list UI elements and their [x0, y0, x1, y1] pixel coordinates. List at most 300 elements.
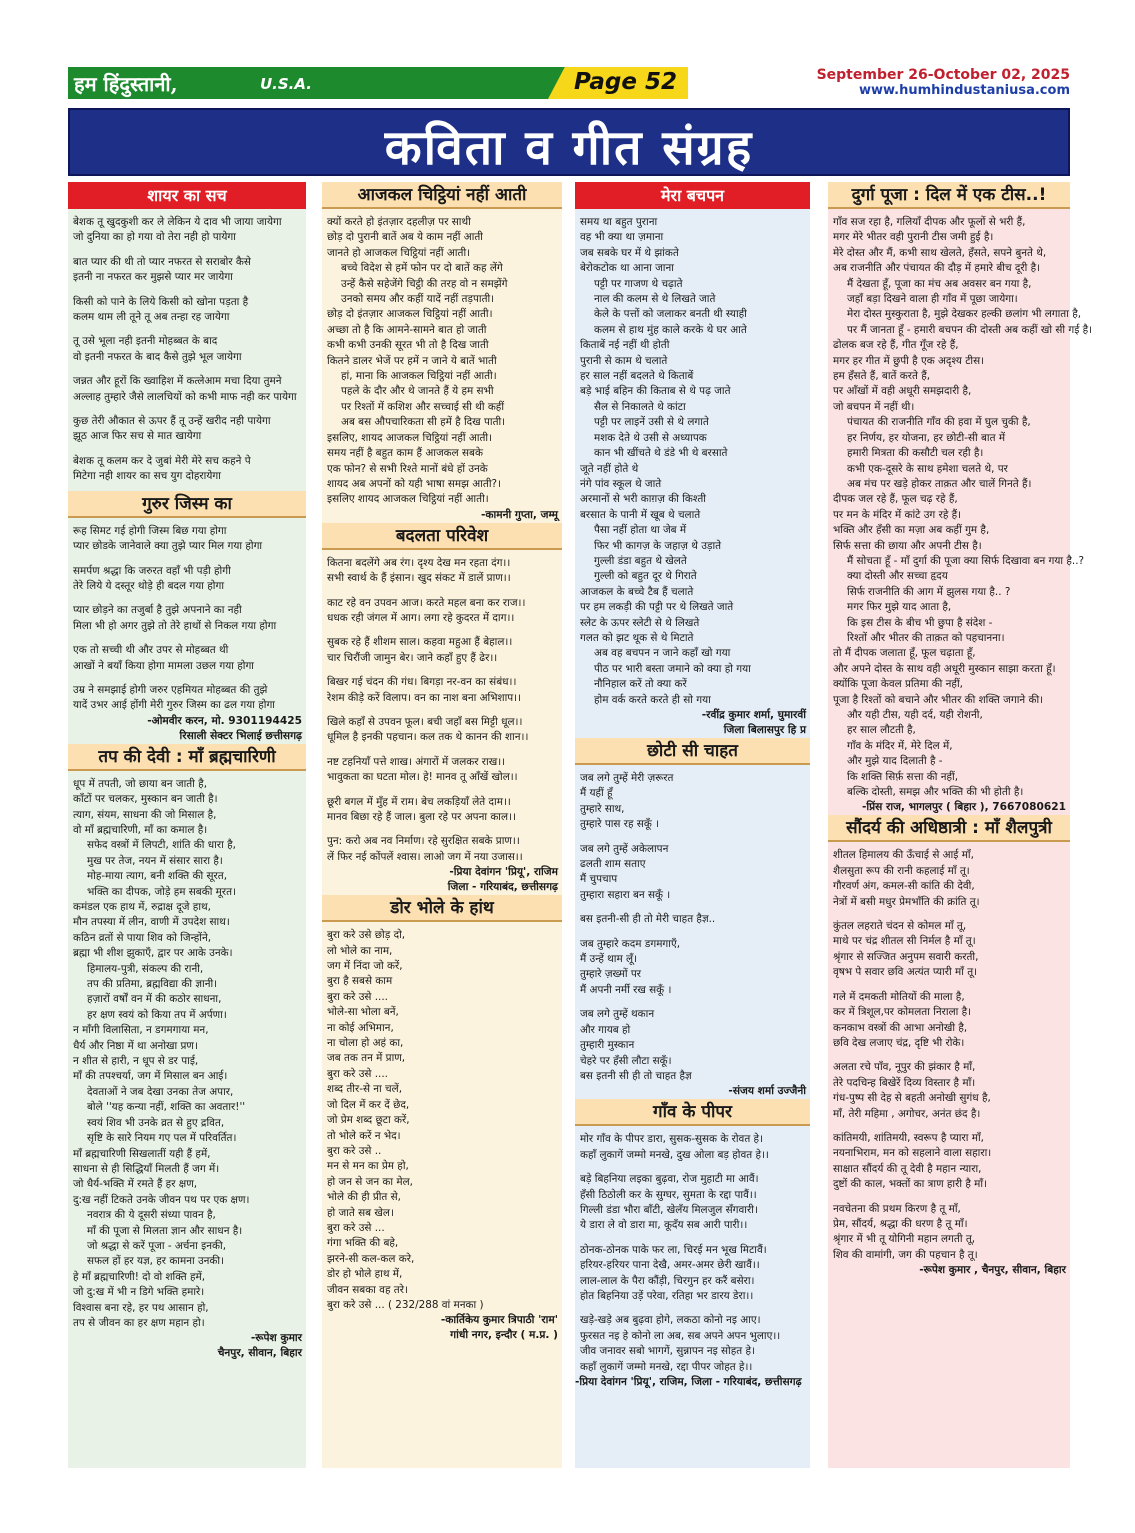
- poem-line: सफल हों हर यज्ञ, हर कामना उनकी।: [87, 1255, 225, 1268]
- poem-line: फुरसत नइ हे कोनो ला अब, सब अपने अपन भुलाए।।: [580, 1329, 781, 1342]
- poem-line: मिला भी हो अगर तुझे तो तेरे हाथों से निकल गया होगा: [73, 619, 277, 632]
- section-title: कविता व गीत संग्रह: [384, 120, 754, 176]
- poem-credit: -ओमवीर करन, मो. 9301194425: [147, 714, 302, 727]
- poem-line: देवताओं ने जब देखा उनका तेज अपार,: [87, 1085, 234, 1098]
- stanza-gap: [73, 674, 301, 683]
- poem-line: शीतल हिमालय की ऊँचाई से आई माँ,: [833, 849, 974, 862]
- poem-line: मैं देखता हूँ, पूजा का मंच अब अवसर बन गया है,: [847, 277, 1032, 290]
- poem-line: पुन: करो अब नव निर्माण। रहे सुरक्षित सबके प्राण।।: [327, 835, 520, 848]
- poem-line: सुबक रहे हैं शीशम साल। कहवा महुआ हैं बेहाल।।: [327, 636, 513, 649]
- poem-line: क्या दोस्ती और सच्चा हृदय: [847, 570, 948, 583]
- poem-line: भक्ति और हँसी का मज़ा अब कहीं गुम है,: [833, 524, 990, 537]
- issue-date: September 26-October 02, 2025: [816, 67, 1070, 83]
- stanza-gap: [327, 786, 557, 795]
- poem-line: मेरा दोस्त मुस्कुराता है, मुझे देखकर हल्की छलांग भी लगाता है,: [847, 308, 1082, 321]
- poem-line: लाल-लाल के पैरा कौंड़ी, चिरगुन हर करैं बसेरा।: [580, 1274, 755, 1287]
- poem-line: जो प्रेम शब्द छूटा करें,: [327, 1114, 410, 1127]
- poem-line: और यही टीस, यही दर्द, यही रोशनी,: [847, 709, 983, 721]
- poem-line: बिखर गई चंदन की गंध। बिगड़ा नर-वन का संबंध।।: [327, 676, 517, 689]
- poem-line: भावुकता का घटता मोल। हे! मानव तू आँखें खोल।।: [327, 771, 518, 784]
- poem-line: जन्नत और हूरों कि ख्वाहिश में कत्लेआम मचा दिया तुमने: [73, 375, 282, 388]
- stanza-gap: [73, 634, 301, 643]
- poem-line: यादें उभर आई होंगी मेरी गुरुर जिस्म का ढल गया होगा: [73, 699, 275, 712]
- poem-line: श्रृंगार में भी तू योगिनी महान लगती तू,: [833, 1233, 976, 1246]
- stanza-gap: [73, 555, 301, 564]
- poem-line: जानते हो आजकल चिट्ठियां नहीं आती।: [327, 246, 471, 259]
- poem-line: माँ की तपश्चर्या, जग में मिसाल बन आई।: [73, 1070, 228, 1083]
- poem-line: बुरा करे उसे ....: [327, 1067, 388, 1080]
- poem-line: पंचायत की राजनीति गाँव की हवा में घुल चुकी है,: [847, 416, 1031, 429]
- poem-line: छूरी बगल में मुँह में राम। बेच लकड़ियाँ लेते दाम।।: [327, 795, 511, 808]
- column-2: [322, 182, 562, 1468]
- poem-line: नौनिहाल करें तो क्या करें: [594, 678, 687, 691]
- poem-line: हे माँ ब्रह्मचारिणी! दो वो शक्ति हमें,: [73, 1270, 206, 1283]
- poem-line: अल्लाह तुम्हारे जैसे लालचियों को कभी माफ नही कर पायेगा: [73, 390, 297, 403]
- poem-line: कितना बदलेंगे अब रंग। दृश्य देख मन रहता दंग।।: [327, 556, 511, 569]
- stanza-gap: [73, 325, 301, 334]
- poem-line: वो माँ ब्रह्मचारिणी, माँ का कमाल है।: [73, 823, 208, 836]
- poem-line: कठिन व्रतों से पाया शिव को जिन्होंने,: [73, 931, 212, 944]
- poem-line: जो श्रद्धा से करें पूजा - अर्चना इनकी,: [87, 1239, 227, 1252]
- poem-line: माँ ब्रह्मचारिणी सिखलातीं यही हैं हमें,: [73, 1147, 211, 1160]
- poem-line: मशक देते थे उसी से अध्यापक: [594, 431, 707, 444]
- poem-title: दुर्गा पूजा : दिल में एक टीस..!: [828, 182, 1070, 209]
- poem-line: समय नहीं है बहुत काम हैं आजकल सबके: [327, 447, 483, 460]
- poem-line: फिर भी कागज़ के जहाज़ थे उड़ाते: [594, 539, 722, 552]
- poem-line: समर्पण श्रद्धा कि जरुरत वहाँ भी पड़ी होगी: [73, 564, 231, 577]
- poem-credit: -रूपेश कुमार , चैनपुर, सीवान, बिहार: [919, 1264, 1066, 1277]
- poem-line: बात प्यार की थी तो प्यार नफरत से सराबोर कैसे: [73, 255, 251, 268]
- poem-line: अब वह बचपन न जाने कहाँ खो गया: [594, 647, 731, 660]
- poem-title: डोर भोले के हांथ: [322, 895, 562, 922]
- poem-line: बेशक तू कलम कर दे जुबां मेरी मेरे सच कहने पे: [73, 454, 251, 467]
- poem-line: हँसी ठिठोली कर के सुग्घर, सुमता के रद्दा पावैं।।: [580, 1188, 757, 1201]
- poem-line: दीपक जल रहे हैं, फूल चढ़ रहे हैं,: [833, 493, 958, 506]
- poem-line: माँ, तेरी महिमा , अगोचर, अनंत छंद है।: [833, 1107, 981, 1120]
- poem-line: जीव जनावर सबो भागगें, सुन्नापन नइ सोहत हे।: [580, 1345, 755, 1358]
- poem-body: [322, 928, 562, 1313]
- poem-credit: -रवींद्र कुमार शर्मा, घुमारवीं: [701, 709, 806, 721]
- poem-line: छोड़ दो पुरानी बातें अब ये काम नहीं आती: [327, 231, 484, 244]
- poem-line: कुंतल लहराते चंदन से कोमल माँ तू,: [833, 920, 967, 933]
- poem-line: किताबें नई नहीं थी होती: [580, 339, 670, 352]
- poem-line: पर मन के मंदिर में कांटे उग रहे हैं।: [833, 508, 962, 521]
- poem-line: मिटेगा नही शायर का सच युग दोहरायेगा: [73, 470, 221, 483]
- poem-line: कलम से हाथ मुंह काले करके थे घर आते: [594, 323, 747, 336]
- poem-line: वृषभ पे सवार छवि अत्यंत प्यारी माँ तू।: [833, 966, 978, 979]
- poem-credit-place: रिसाली सेक्टर भिलाई छत्तीसगढ़: [179, 729, 302, 742]
- poem-line: आखों ने बयाँ किया होगा मामला उछल गया होगा: [73, 659, 254, 672]
- stanza-gap: [833, 1051, 1065, 1060]
- poem-line: पूजा है रिश्तों को बचाने और भीतर की शक्ति जगाने की।: [833, 693, 1044, 706]
- poem-line: हर साल नहीं बदलते थे किताबें: [580, 370, 694, 383]
- poem-line: तू उसे भूला नही इतनी मोहब्बत के बाद: [73, 335, 218, 348]
- poem-line: इसलिए शायद आजकल चिट्ठियां नहीं आती।: [327, 493, 489, 506]
- poem-line: ना कोई अभिमान,: [327, 1021, 394, 1034]
- poem-line: कि शक्ति सिर्फ़ सत्ता की नहीं,: [847, 770, 959, 783]
- brand-bar: [68, 67, 568, 99]
- poem-line: किसी को पाने के लिये किसी को खोना पड़ता है: [73, 295, 249, 308]
- poem-line: बेशक तू खुदकुशी कर ले लेकिन ये दाव भी जाया जायेगा: [73, 216, 282, 228]
- poem-line: कितने डालर भेजें पर हमें न जाने ये बातें भाती: [327, 354, 497, 367]
- poem-line: लें फिर नई कोंपलें श्वास। लाओ जग में नया उजास।।: [327, 850, 523, 863]
- poem-line: गाँव के मंदिर में, मेरे दिल में,: [847, 739, 953, 752]
- poem-line: हो जाते सब खेल।: [327, 1206, 394, 1219]
- brand-usa: U.S.A.: [260, 75, 312, 93]
- poem-line: हम हँसते हैं, बातें करते हैं,: [833, 370, 931, 383]
- poem-line: गिल्ली डंडा भौरा बाँटी, खेलँय मिलजुल सँगवारी।: [580, 1203, 758, 1216]
- poem-line: ये डारा ले वो डारा मा, कूदँय सब आरी पारी।।: [580, 1219, 748, 1232]
- poem-line: सैल से निकालते थे कांटा: [594, 400, 686, 413]
- poem-line: मगर मेरे भीतर वही पुरानी टीस जमी हुई है।: [833, 231, 994, 244]
- poem-line: मैं यहीं हूँ: [580, 787, 613, 800]
- poem-title: गाँव के पीपर: [575, 1099, 810, 1126]
- poem-line: बुरा करे उसे ....: [327, 990, 388, 1003]
- poem-body: [575, 1132, 810, 1375]
- poem-line: अब मंच पर खड़े होकर ताक़त और चालें गिनते हैं।: [847, 477, 1032, 490]
- poem-line: बुरा है सबसे काम: [327, 975, 393, 988]
- stanza-gap: [580, 928, 805, 937]
- poem-line: कहाँ लुकागें जम्मो मनखे, दुख ओला बड़ होवत हे।।: [580, 1148, 769, 1161]
- poem-line: मैं अपनी नर्मी रख सकूँ ।: [580, 983, 672, 996]
- poem-line: होत बिहनिया उड़ें परेवा, रतिहा भर डारय डेरा।।: [580, 1289, 754, 1302]
- poem-line: सभी स्वार्थ के हैं इंसान। खुद संकट में डालें प्राण।।: [327, 572, 511, 585]
- column-3: [575, 182, 810, 1468]
- poem-line: जो दुनिया का हो गया वो तेरा नही हो पायेगा: [73, 231, 236, 244]
- poem-line: गौरवर्ण अंग, कमल-सी कांति की देवी,: [833, 880, 975, 893]
- poem-line: सिर्फ सत्ता की छाया और अपनी टीस है।: [833, 539, 982, 552]
- poem-line: भोले-सा भोला बनें,: [327, 1006, 399, 1019]
- poem-line: एक फोन? से सभी रिश्ते मानों बंधे हों उनके: [327, 462, 488, 475]
- poem-line: जब तक तन में प्राण,: [327, 1052, 406, 1065]
- poem-line: एक तो सच्ची थी और उपर से मोहब्बत थी: [73, 644, 229, 657]
- poem-line: बुरा करे उसे ... ( 232/288 वां मनका ): [327, 1298, 484, 1311]
- poem-line: ना चोला हो अहं का,: [327, 1037, 404, 1050]
- poem-line: रूह सिमट गई होगी जिस्म बिछ गया होगा: [73, 524, 227, 537]
- poem-line: मैं सोचता हूँ - माँ दुर्गा की पूजा क्या सिर्फ दिखावा बन गया है..?: [847, 554, 1085, 567]
- column-4: [828, 182, 1093, 1468]
- poem-line: पुरानी से काम थे चलाते: [580, 354, 668, 367]
- poem-line: धधक रही जंगल में आग। लगा रहे कुदरत में दाग।।: [327, 611, 515, 624]
- poem-line: शैलसुता रूप की रानी कहलाई माँ तू।: [833, 864, 970, 877]
- poem-line: स्लेट के ऊपर स्लेटी से थे लिखते: [580, 616, 700, 629]
- poem-line: कमंडल एक हाथ में, रुद्राक्ष दूजे हाथ,: [73, 901, 211, 913]
- poem-line: त्याग, संयम, साधना की जो मिसाल है,: [73, 808, 217, 821]
- poem-line: क्योंकि पूजा केवल प्रतिमा की नहीं,: [833, 678, 963, 691]
- poem-line: बेरोकटोक था आना जाना: [580, 262, 674, 275]
- poem-line: जग में निंदा जो करें,: [327, 960, 403, 973]
- poem-line: खिले कहाँ से उपवन फूल। बची जहाँ बस मिट्टी धूल।।: [327, 715, 523, 728]
- poem-credit: -संजय शर्मा उज्जैनी: [728, 1085, 806, 1098]
- poem-line: बल्कि दोस्ती, समझ और भक्ति की भी होती है।: [847, 786, 1024, 799]
- poem-line: काट रहे वन उपवन आज। करते महल बना कर राज।।: [327, 596, 526, 609]
- poem-line: जीवन सबका वह तरे।: [327, 1283, 408, 1296]
- poem-line: सिर्फ राजनीति की आग में झुलस गया है.. ?: [847, 585, 1011, 598]
- poem-line: मुख पर तेज, नयन में संसार सारा है।: [87, 854, 223, 867]
- stanza-gap: [580, 1304, 805, 1313]
- stanza-gap: [73, 594, 301, 603]
- poem-line: सृष्टि के सारे नियम गए पल में परिवर्तित।: [87, 1132, 237, 1145]
- stanza-gap: [580, 903, 805, 912]
- poem-line: कुछ तेरी औकात से ऊपर हैं तू उन्हें खरीद नही पायेगा: [73, 415, 271, 428]
- poem-line: ठोनक-ठोनक पाके फर ला, चिरई मन भूख मिटावैं।: [580, 1243, 767, 1256]
- poem-line: प्यार छोडके जानेवाले क्या तुझे प्यार मिल गया होगा: [73, 540, 263, 553]
- poem-line: जब लगे तुम्हें मेरी ज़रूरत: [580, 772, 674, 784]
- poem-credit: -कामनी गुप्ता, जम्मू: [480, 508, 558, 521]
- poem-line: तो मैं दीपक जलाता हूँ, फूल चढ़ाता हूँ,: [833, 647, 976, 660]
- poem-credit-place: जिला बिलासपुर हि प्र: [723, 724, 806, 736]
- stanza-gap: [833, 1122, 1065, 1131]
- poem-line: कभी एक-दूसरे के साथ हमेशा चलते थे, पर: [847, 462, 1008, 475]
- poem-line: कांतिमयी, शांतिमयी, स्वरूप है प्यारा माँ,: [833, 1131, 984, 1144]
- poem-line: प्यार छोड़ने का तजुर्बा है तुझे अपनाने का नही: [73, 604, 242, 617]
- poem-line: गंगा भक्ति की बहे,: [327, 1237, 399, 1250]
- stanza-gap: [580, 1163, 805, 1172]
- poem-line: हो जन से जन का मेल,: [327, 1175, 413, 1188]
- masthead: [68, 67, 1070, 99]
- poem-line: हमारी मित्रता की कसौटी चल रही है।: [847, 447, 984, 460]
- poem-line: तेरे लिये ये दस्तूर थोड़े ही बदल गया होगा: [73, 579, 225, 592]
- poem-line: रेशम कीड़े करें विलाप। वन का नाश बना अभिशाप।।: [327, 691, 522, 704]
- poem-line: हरियर-हरियर पाना देखै, अमर-अमर छेरी खावैं।।: [580, 1259, 760, 1272]
- poem-line: ब्रह्मा भी शीश झुकाएँ, द्वार पर आके उनके।: [73, 947, 233, 960]
- poem-line: बरसात के पानी में खूब थे चलाते: [580, 508, 701, 521]
- poem-credit: -प्रिया देवांगन 'प्रियू', राजिम, जिला - गरियाबंद, छत्तीसगढ़: [575, 1376, 802, 1388]
- poem-line: मोह-माया त्याग, बनी शक्ति की सूरत,: [87, 870, 228, 883]
- poem-line: माँ की पूजा से मिलता ज्ञान और साधन है।: [87, 1224, 243, 1237]
- poem-line: वो इतनी नफरत के बाद कैसे तुझे भूल जायेगा: [73, 350, 242, 363]
- poem-line: कान भी खींचते थे डंडे भी थे बरसाते: [594, 447, 728, 460]
- poem-body: [322, 215, 562, 508]
- poem-line: मैं चुपचाप: [580, 873, 618, 886]
- poem-line: कनकाभ वस्त्रों की आभा अनोखी है,: [833, 1021, 968, 1034]
- poem-line: बुरा करे उसे ...: [327, 1221, 385, 1234]
- poem-line: बुरा करे उसे ..: [327, 1144, 382, 1157]
- poem-line: सफेद वस्त्रों में लिपटी, शांति की धारा है,: [87, 839, 236, 852]
- poem-line: गुल्ली को बहुत दूर थे गिराते: [594, 570, 697, 583]
- poem-line: झूठ आज फिर सच से मात खायेगा: [73, 430, 202, 443]
- poem-line: पर रिश्तों में कशिश और सच्चाई सी थी कहीं: [341, 400, 505, 413]
- poem-line: जो धैर्य-भक्ति में रमते हैं हर क्षण,: [73, 1178, 198, 1191]
- poem-line: पर हम लकड़ी की पट्टी पर थे लिखते जाते: [580, 601, 734, 614]
- poem-line: नेत्रों में बसी मधुर प्रेमभाँति की क्रांति तू।: [833, 895, 980, 908]
- poem-line: नवरात्र की ये दूसरी संध्या पावन है,: [87, 1209, 216, 1222]
- poem-line: तेरे पदचिन्ह बिखेरें दिव्य विस्तार है माँ।: [833, 1076, 976, 1089]
- poem-line: झरने-सी कल-कल करे,: [327, 1252, 415, 1265]
- poem-body: [828, 215, 1093, 800]
- poem-line: पहले के दौर और थे जानते हैं ये हम सभी: [341, 385, 494, 398]
- stanza-gap: [327, 626, 557, 635]
- poem-line: मानव बिछा रहे हैं जाल। बुला रहे पर अपना काल।।: [327, 811, 516, 823]
- poem-line: तुम्हारी मुस्कान: [580, 1039, 635, 1052]
- poem-line: तुम्हारे पास रह सकूँ ।: [580, 818, 660, 831]
- stanza-gap: [73, 405, 301, 414]
- poem-line: अच्छा तो है कि आमने-सामने बात हो जाती: [327, 323, 487, 336]
- poem-line: रिश्तों और भीतर की ताक़त को पहचानना।: [847, 631, 1005, 644]
- stanza-gap: [327, 706, 557, 715]
- poem-line: जो दिल में कर दें छेद,: [327, 1098, 410, 1111]
- poem-line: गलत को झट थूक से थे मिटाते: [580, 631, 694, 644]
- poem-line: कि इस टीस के बीच भी छुपा है संदेश -: [847, 616, 993, 629]
- poem-line: हिमालय-पुत्री, संकल्प की रानी,: [87, 962, 204, 975]
- poem-line: जब तुम्हारे कदम डगमगाएँ,: [580, 937, 680, 950]
- poem-line: साधना से ही सिद्धियाँ मिलती हैं जग में।: [73, 1162, 220, 1175]
- poem-line: मौन तपस्या में लीन, वाणी में उपदेश साथ।: [73, 916, 230, 929]
- poem-line: नष्ट टहनियाँ पत्ते शाख। अंगारों में जलकर राख।।: [327, 755, 506, 768]
- poem-line: जूते नहीं होते थे: [580, 462, 639, 475]
- poem-line: धूमिल है इनकी पहचान। कल तक थे कानन की शान।।: [327, 731, 529, 744]
- stanza-gap: [73, 445, 301, 454]
- poem-line: नाल की कलम से थे लिखते जाते: [594, 293, 716, 306]
- poem-line: उनको समय और कहीं यादें नहीं तड़पाती।: [341, 293, 495, 306]
- poem-line: और मुझे याद दिलाती है -: [847, 755, 943, 768]
- stanza-gap: [73, 365, 301, 374]
- stanza-gap: [580, 833, 805, 842]
- poem-title: सौंदर्य की अधिष्ठात्री : माँ शैलपुत्री: [828, 815, 1070, 842]
- section-banner: [68, 108, 1070, 176]
- poem-line: तो भोले करें न भेद।: [327, 1129, 401, 1142]
- poem-line: चार चिरौंजी जामुन बेर। जाने कहाँ हुए हैं ढेर।।: [327, 651, 498, 664]
- poem-line: माथे पर चंद्र शीतल सी निर्मल है माँ तू।: [833, 935, 976, 948]
- poem-line: ढोलक बज रहे हैं, गीत गूँज रहे हैं,: [833, 339, 959, 352]
- poem-line: कर में त्रिशूल,पर कोमलता निराला है।: [833, 1006, 972, 1019]
- poem-line: और गायब हो: [580, 1023, 631, 1036]
- poem-line: वह भी क्या था ज़माना: [580, 231, 664, 244]
- poem-line: पट्टी पर गाजण थे चढ़ाते: [594, 277, 683, 290]
- poem-line: भोले की ही प्रीत से,: [327, 1191, 401, 1204]
- poem-line: मगर हर गीत में छुपी है एक अदृश्य टीस।: [833, 354, 985, 367]
- poem-line: जहाँ बड़ा दिखने वाला ही गाँव में पूछा जायेगा।: [847, 293, 1018, 306]
- poem-credit-place: जिला - गरियाबंद, छत्तीसगढ़: [447, 881, 558, 894]
- poem-line: जो बचपन में नहीं थी।: [833, 400, 915, 413]
- poem-title: बदलता परिवेश: [322, 523, 562, 550]
- poem-line: तप की प्रतिमा, ब्रह्मविद्या की ज्ञानी।: [87, 978, 218, 991]
- poem-line: हां, माना कि आजकल चिट्ठियां नहीं आती।: [341, 370, 497, 383]
- poem-credit: -प्रिंस राज, भागलपुर ( बिहार ), 7667080621: [861, 801, 1066, 814]
- poem-line: पर आँखों में वही अधूरी समझदारी है,: [833, 385, 972, 398]
- poem-line: जब लगे तुम्हें थकान: [580, 1008, 655, 1021]
- poem-line: तुम्हारा सहारा बन सकूँ ।: [580, 888, 671, 901]
- poem-line: पट्टी पर लाइनें उसी से थे लगाते: [594, 416, 709, 429]
- stanza-gap: [327, 587, 557, 596]
- poem-line: काँटों पर चलकर, मुस्कान बन जाती है।: [73, 793, 218, 806]
- poem-line: क्यों करते हो इंतज़ार दहलीज़ पर साथी: [327, 216, 471, 228]
- poem-line: कहाँ लुकागें जम्मो मनखे, रद्दा पीपर जोहत हे।।: [580, 1360, 753, 1373]
- poem-line: पीठ पर भारी बस्ता जमाने को क्या हो गया: [594, 662, 751, 675]
- poem-line: ढलती शाम सताए: [580, 858, 646, 871]
- poem-body: [68, 215, 306, 485]
- stanza-gap: [580, 998, 805, 1007]
- stanza-gap: [73, 246, 301, 255]
- poem-line: तुम्हारे साथ,: [580, 802, 625, 815]
- poem-line: नयनाभिराम, मन को सहलाने वाला सहारा।: [833, 1147, 992, 1160]
- poem-line: छोड़ दो इंतज़ार आजकल चिट्ठियां नहीं आती।: [327, 308, 493, 321]
- poem-line: गले में दमकती मोतियों की माला है,: [833, 990, 965, 1003]
- poem-line: प्रेम, सौंदर्य, श्रद्धा की धरण है तू माँ।: [833, 1217, 968, 1230]
- poem-line: न शीत से हारी, न धूप से डर पाई,: [73, 1055, 199, 1068]
- poem-line: बस इतनी-सी ही तो मेरी चाहत हैज्ञ..: [580, 913, 716, 926]
- poem-line: छवि देख लजाए चंद्र, दृष्टि भी रोके।: [833, 1036, 965, 1049]
- poem-line: होम वर्क करते करते ही सो गया: [594, 693, 711, 706]
- poem-line: अब बस औपचारिकता सी हमें है दिख पाती।: [341, 416, 506, 429]
- poem-line: पैसा नहीं होता था जेब में: [594, 524, 687, 537]
- poem-line: बोले ''यह कन्या नहीं, शक्ति का अवतार!'': [87, 1101, 246, 1114]
- poem-line: शायद अब अपनों को यही भाषा समझ आती?।: [327, 477, 501, 490]
- poem-line: इतनी ना नफरत कर मुझसे प्यार मर जायेगा: [73, 271, 233, 284]
- poem-title: आजकल चिट्ठियां नहीं आती: [322, 182, 562, 209]
- poem-line: गंध-पुष्प सी देह से बहती अनोखी सुगंध है,: [833, 1092, 991, 1105]
- poem-line: और अपने दोस्त के साथ वही अधूरी मुस्कान साझा करता हूँ।: [833, 662, 1056, 675]
- poem-line: तप से जीवन का हर क्षण महान हो।: [73, 1316, 205, 1329]
- poem-line: गुल्ली डंडा बहुत थे खेलते: [594, 554, 687, 567]
- brand-name: हम हिंदुस्तानी,: [74, 72, 178, 96]
- poem-line: डोर हो भोले हाथ में,: [327, 1268, 403, 1281]
- poem-line: बच्चे विदेश से हमें फोन पर दो बातें कह लेंगे: [341, 262, 503, 275]
- poem-line: अब राजनीति और पंचायत की दौड़ में हमारे बीच दूरी है।: [833, 262, 1041, 275]
- poem-body: [322, 556, 562, 866]
- poem-line: नवचेतना की प्रथम किरण है तू माँ,: [833, 1202, 961, 1215]
- poem-line: बड़े भाई बहिन की किताब से थे पढ़ जाते: [580, 385, 731, 398]
- poem-line: जब लगे तुम्हें अकेलापन: [580, 842, 669, 855]
- poem-title: शायर का सच: [68, 182, 306, 209]
- poem-credit: -प्रिया देवांगन 'प्रियू', राजिम: [449, 866, 558, 879]
- stanza-gap: [833, 1193, 1065, 1202]
- poem-credit: -रूपेश कुमार: [250, 1332, 302, 1345]
- poem-line: स्वयं शिव भी उनके व्रत से हुए द्रवित,: [87, 1116, 225, 1129]
- poem-line: इसलिए, शायद आजकल चिट्ठियां नहीं आती।: [327, 431, 493, 444]
- poem-body: [575, 215, 810, 708]
- poem-line: हर क्षण स्वयं को किया तप में अर्पणा।: [87, 1008, 227, 1021]
- poem-line: मेरे दोस्त और मैं, कभी साथ खेलते, हँसते, सपने बुनते थे,: [833, 246, 1047, 259]
- poem-line: जो दु:ख में भी न डिगे भक्ति हमारे।: [73, 1286, 205, 1299]
- poem-line: न माँगी विलासिता, न डगमगाया मन,: [73, 1024, 209, 1037]
- poem-line: आजकल के बच्चे टैब हैं चलाते: [580, 585, 694, 598]
- poem-line: धैर्य और निष्ठा में था अनोखा प्रण।: [73, 1039, 198, 1052]
- poem-line: दुष्टों की काल, भक्तों का त्राण हारी है माँ।: [833, 1178, 987, 1191]
- website-link[interactable]: www.humhindustaniusa.com: [858, 83, 1070, 98]
- poem-title: मेरा बचपन: [575, 182, 810, 209]
- poem-line: धूप में तपती, जो छाया बन जाती है,: [73, 777, 207, 790]
- poem-line: बड़े बिहनिया लइका बुढ़वा, रोज मुहाटी मा आवैं।: [580, 1173, 759, 1186]
- poem-line: नंगे पांव स्कूल थे जाते: [580, 477, 662, 490]
- stanza-gap: [327, 666, 557, 675]
- poem-line: हर निर्णय, हर योजना, हर छोटी-सी बात में: [847, 431, 1006, 444]
- poem-line: विश्वास बना रहे, हर पथ आसान हो,: [73, 1301, 209, 1314]
- poem-line: खड़े-खड़े अब बुढ़वा होगे, लकठा कोनो नइ आए।: [580, 1314, 761, 1327]
- poem-line: जब सबके घर में थे झांकते: [580, 246, 679, 259]
- poem-line: अरमानों से भरी काग़ज़ की किश्ती: [580, 493, 706, 506]
- poem-line: दु:ख नहीं टिकते उनके जीवन पथ पर एक क्षण।: [73, 1193, 250, 1206]
- poem-credit-place: गांधी नगर, इन्दौर ( म.प्र. ): [450, 1329, 558, 1342]
- poem-line: शब्द तीर-से ना चलें,: [327, 1083, 402, 1096]
- poem-title: गुरुर जिस्म का: [68, 491, 306, 518]
- poem-line: भक्ति का दीपक, जोड़े हम सबकी मूरत।: [87, 885, 237, 898]
- stanza-gap: [327, 825, 557, 834]
- poem-line: समय था बहुत पुराना: [580, 216, 658, 228]
- poem-line: पर मैं जानता हूँ - हमारी बचपन की दोस्ती अब कहीं खो सी गई है।: [847, 323, 1093, 336]
- poem-body: [68, 777, 306, 1332]
- poem-line: उन्हें कैसे सहेजेंगे चिट्ठी की तरह वो न समझेंगे: [341, 277, 508, 290]
- stanza-gap: [580, 1234, 805, 1243]
- poem-line: गाँव सज रहा है, गलियाँ दीपक और फूलों से भरी हैं,: [833, 216, 1026, 228]
- poem-line: मोर गाँव के पीपर डारा, सुसक-सुसक के रोवत हे।: [580, 1133, 763, 1146]
- stanza-gap: [833, 910, 1065, 919]
- poem-line: बस इतनी सी ही तो चाहत हैज्ञ: [580, 1069, 692, 1082]
- poem-title: तप की देवी : माँ ब्रह्मचारिणी: [68, 744, 306, 771]
- stanza-gap: [833, 981, 1065, 990]
- poem-credit-place: चैनपुर, सीवान, बिहार: [217, 1347, 302, 1360]
- poem-line: उम्र ने समझाई होगी जरुर एहमियत मोहब्बत की तुझे: [73, 683, 268, 696]
